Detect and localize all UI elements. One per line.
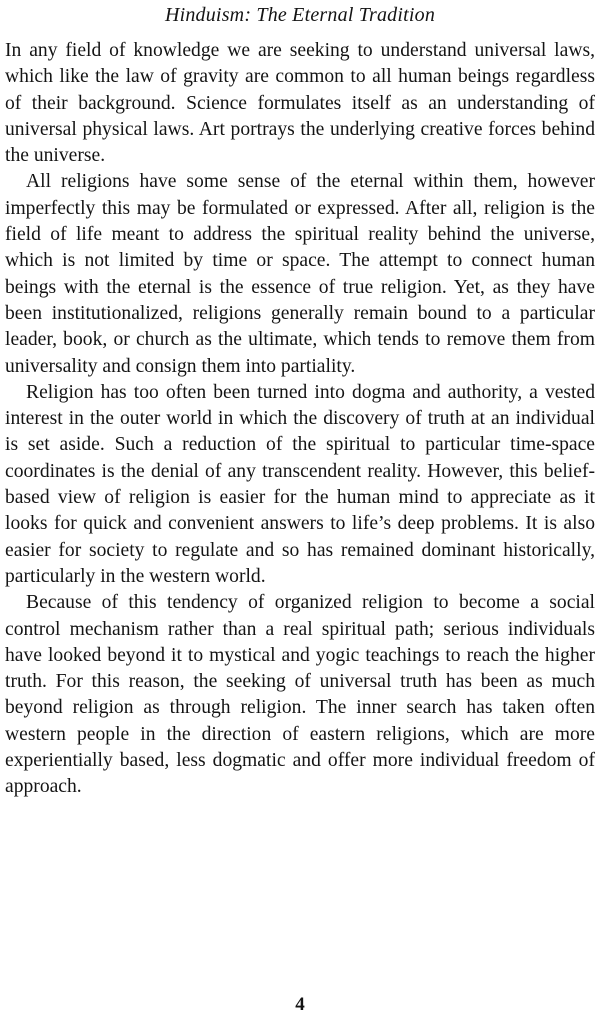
body-text — [5, 38, 595, 801]
paragraph-1: In any field of knowledge we are seeking to understand universal laws, which like the law of gravity are common to all human beings regardless of their background. Science formulates itself as an understanding of universal physical laws. Art portrays the underlying creative forces behind the universe. — [5, 40, 595, 167]
paragraph-3: Religion has too often been turned into dogma and authority, a vested interest in the outer world in which the discovery of truth at an individual is set aside. Such a reduction of the spiritual to particular time-space coordinates is the denial of any transcendent reality. However, this belief-based view of religion is easier for the human mind to appreciate as it looks for quick and convenient answers to life’s deep problems. It is also easier for society to regulate and so has remained dominant historically, particularly in the western world. — [5, 381, 595, 587]
paragraph-4: Because of this tendency of organized religion to become a social control mechanism rather than a real spiritual path; serious individuals have looked beyond it to mystical and yogic teachings to reach the higher truth. For this reason, the seeking of universal truth has been as much beyond religion as through religion. The inner search has taken often western people in the direction of eastern religions, which are more experientially based, less dogmatic and offer more individual freedom of approach. — [5, 592, 595, 798]
paragraph-2: All religions have some sense of the eternal within them, however imperfectly this may be formulated or expressed. After all, religion is the field of life meant to address the spiritual reality behind the universe, which is not limited by time or space. The attempt to connect human beings with the eternal is the essence of true religion. Yet, as they have been institutionalized, religions generally remain bound to a particular leader, book, or church as the ultimate, which tends to remove them from universality and consign them into partiality. — [5, 171, 595, 377]
running-header: Hinduism: The Eternal Tradition — [164, 4, 436, 26]
page-number: 4 — [295, 994, 305, 1015]
